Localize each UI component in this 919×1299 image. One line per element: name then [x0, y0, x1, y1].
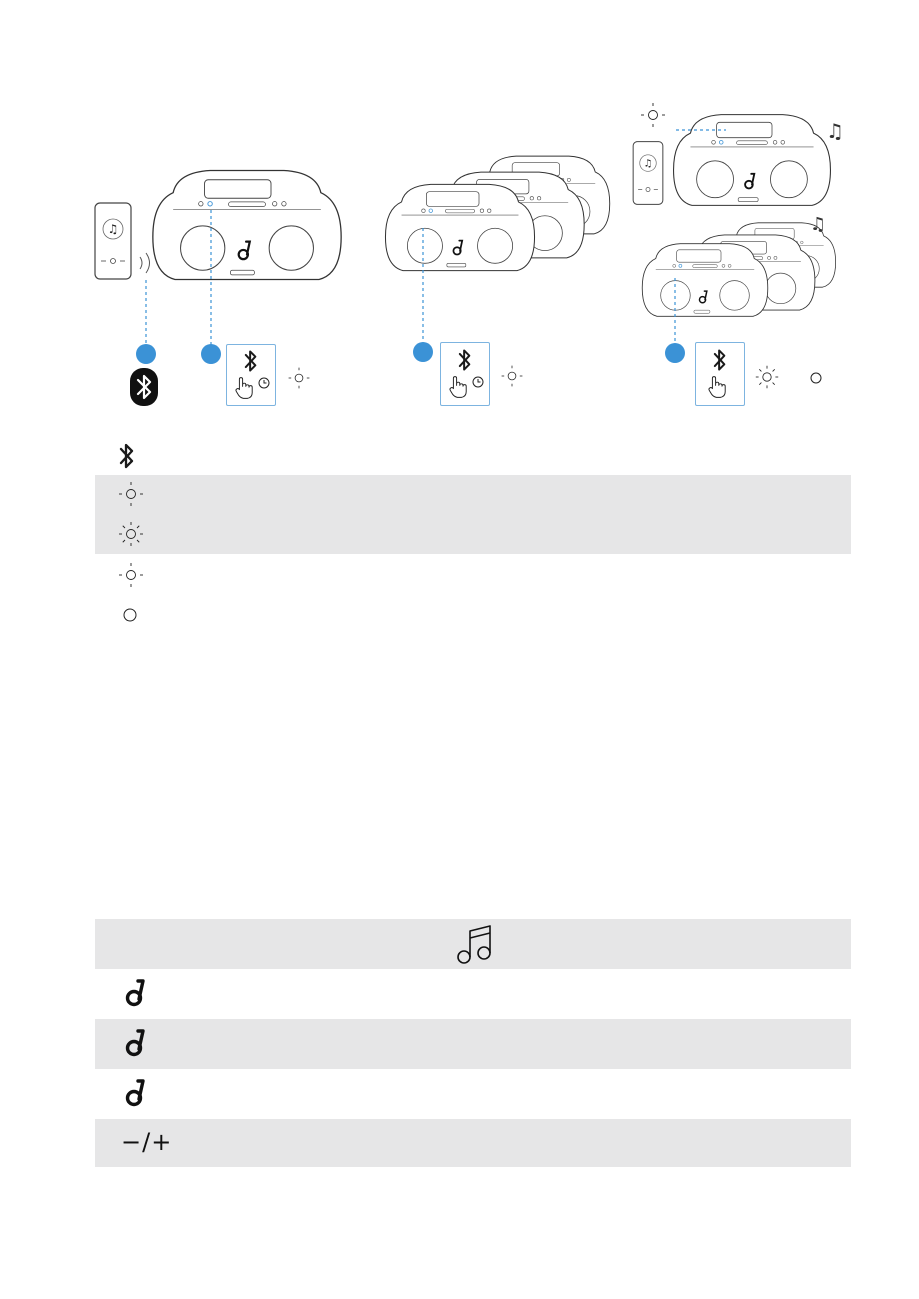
led-row-bluetooth: [95, 437, 851, 475]
led-slow-blink-icon: [116, 479, 146, 509]
step-4-press-box: [695, 342, 745, 406]
power-logo-icon: [121, 979, 151, 1009]
press-hold-bluetooth-icon: [441, 343, 489, 405]
step-3-press-hold-box: [440, 342, 490, 406]
svg-text:♫: ♫: [810, 214, 827, 235]
led-off-icon: [123, 608, 137, 622]
led-row-off: [95, 594, 851, 634]
led-row-shaded-group: [95, 475, 851, 554]
callout-lines: [0, 0, 919, 360]
controls-row-4: [95, 1119, 851, 1167]
led-slow-blink-icon: [499, 363, 525, 389]
led-slow-blink-icon: [286, 365, 312, 391]
led-fast-blink-icon: [753, 363, 781, 391]
volume-label: −/+: [121, 1128, 173, 1156]
led-row-slow-blink: [95, 554, 851, 594]
controls-header-row: [95, 919, 851, 969]
power-logo-icon: [121, 1079, 151, 1109]
bluetooth-logo-icon: [130, 368, 158, 406]
led-off-icon: [810, 372, 822, 384]
step-3-marker: [413, 342, 433, 362]
led-fast-blink-icon: [116, 519, 146, 549]
bluetooth-icon: [117, 441, 137, 471]
step-2-marker: [201, 344, 221, 364]
press-hold-bluetooth-icon: [227, 345, 275, 405]
controls-row-1: [95, 969, 851, 1019]
controls-row-3: [95, 1069, 851, 1119]
press-bluetooth-icon: [696, 343, 744, 405]
led-slow-blink-icon: [116, 560, 146, 590]
svg-text:♫: ♫: [826, 119, 844, 143]
controls-row-2: [95, 1019, 851, 1069]
step-1-marker: [136, 344, 156, 364]
step-4-marker: [665, 343, 685, 363]
step-2-press-hold-box: [226, 344, 276, 406]
power-logo-icon: [121, 1029, 151, 1059]
music-notes-icon: [455, 922, 495, 966]
